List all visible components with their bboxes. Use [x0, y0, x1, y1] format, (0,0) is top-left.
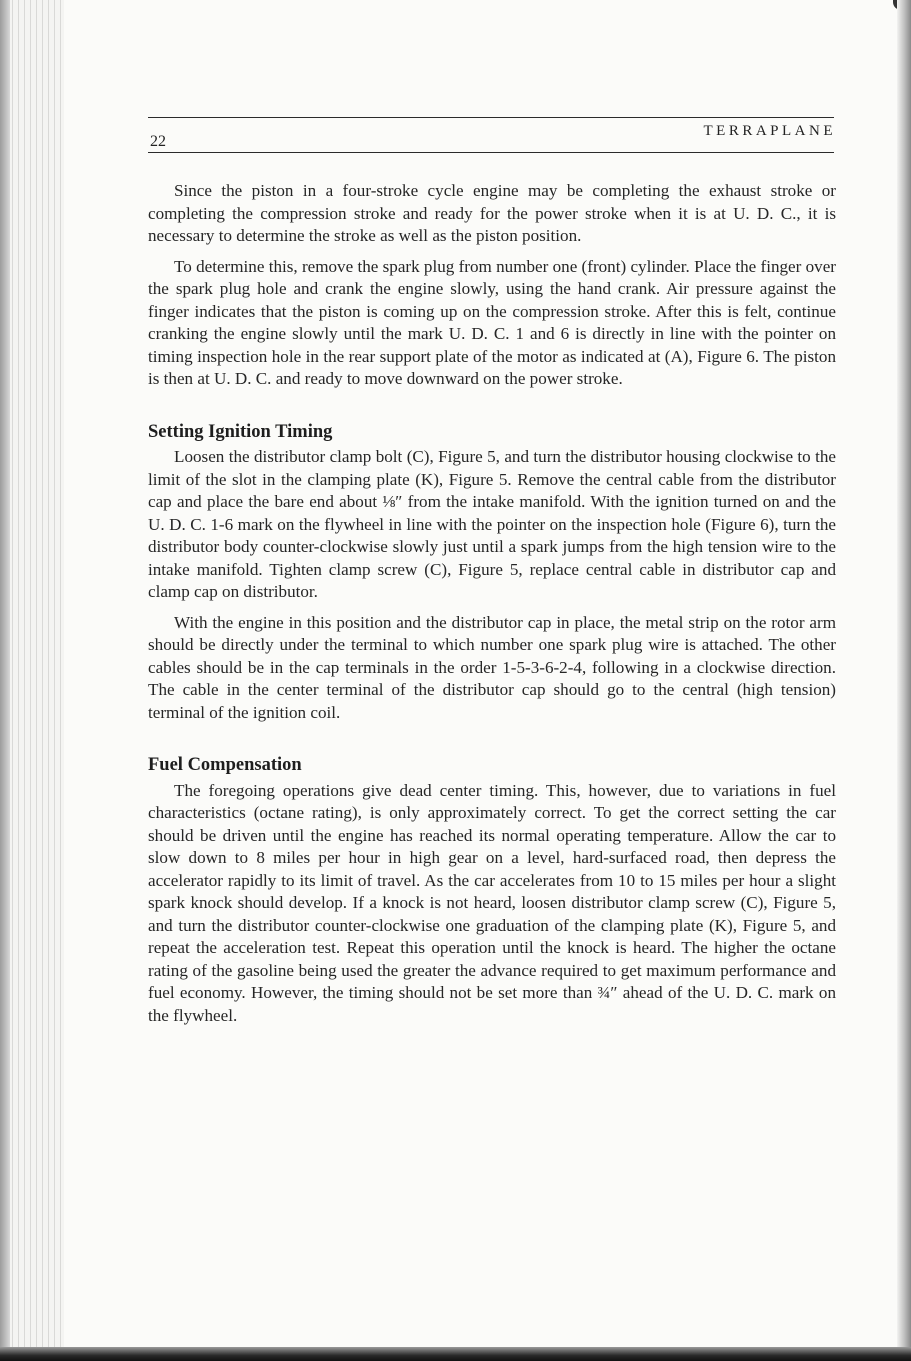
section-heading-fuel-compensation: Fuel Compensation	[148, 755, 302, 775]
page-bottom-edge	[0, 1347, 911, 1361]
paragraph: With the engine in this position and the distributor cap in place, the metal strip on the rotor arm should be directly under the terminal to which number one spark plug wire is attached. The other cables should be in the cap terminals in the order 1-5-3-6-2-4, following in a clockwise direction. The cable in the center terminal of the distributor cap should go to the central (high tension) terminal of the ignition coil.	[148, 612, 836, 722]
page-number: 22	[150, 133, 166, 150]
header-rule-bottom	[148, 152, 834, 153]
page-corner-shadow	[893, 0, 911, 10]
stacked-page-edges	[0, 0, 64, 1350]
paragraph: The foregoing operations give dead center timing. This, however, due to variations in fuel characteristics (octane rating), is only approximately correct. To get the correct setting the car should be driven until the engine has reached its normal operating temperature. Allow the car to slow down to 8 miles per hour in high gear on a level, hard-surfaced road, then depress the accelerator rapidly to its limit of travel. As the car accelerates from 10 to 15 miles per hour a slight spark knock should develop. If a knock is not heard, loosen distributor clamp screw (C), Figure 5, and turn the distributor counter-clockwise one graduation of the clamping plate (K), Figure 5, and repeat the acceleration test. Repeat this operation until the knock is heard. The higher the octane rating of the gasoline being used the greater the advance required to get maximum performance and fuel economy. However, the timing should not be set more than ¾″ ahead of the U. D. C. mark on the flywheel.	[148, 780, 836, 1025]
paragraph: Loosen the distributor clamp bolt (C), Figure 5, and turn the distributor housing clockwise to the limit of the slot in the clamping plate (K), Figure 5. Remove the central cable from the distributor cap and place the bare end about ⅛″ from the intake manifold. With the ignition turned on and the U. D. C. 1-6 mark on the flywheel in line with the pointer on the inspection hole (Figure 6), turn the distributor body counter-clockwise slowly just until a spark jumps from the high tension wire to the intake manifold. Tighten clamp screw (C), Figure 5, replace central cable in distributor cap and clamp cap on distributor.	[148, 447, 836, 601]
body-text	[148, 180, 836, 1035]
section-heading-ignition-timing: Setting Ignition Timing	[148, 421, 333, 442]
paragraph: To determine this, remove the spark plug from number one (front) cylinder. Place the finger over the spark plug hole and crank the engine slowly, using the hand crank. Air pressure against the finger indicates that the piston is coming up on the compression stroke. After this is felt, continue cranking the engine slowly until the mark U. D. C. 1 and 6 is directly in line with the pointer on timing inspection hole in the rear support plate of the motor as indicated at (A), Figure 6. The piston is then at U. D. C. and ready to move downward on the power stroke.	[148, 256, 836, 388]
paragraph: Since the piston in a four-stroke cycle engine may be completing the exhaust stroke or completing the compression stroke and ready for the power stroke when it is at U. D. C., it is necessary to determine the stroke as well as the piston position.	[148, 181, 836, 245]
header-rule-top	[148, 117, 834, 118]
running-title: TERRAPLANE	[703, 123, 836, 139]
